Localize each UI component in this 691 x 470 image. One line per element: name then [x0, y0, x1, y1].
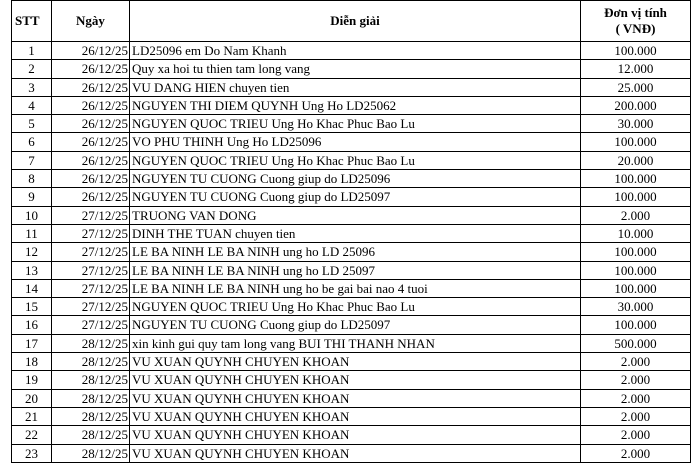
row-description: NGUYEN QUOC TRIEU Ung Ho Khac Phuc Bao Lu — [130, 115, 581, 133]
table-row — [12, 188, 691, 206]
row-description: LE BA NINH LE BA NINH ung ho be gai bai nao 4 tuoi — [130, 279, 581, 297]
row-number: 13 — [12, 261, 52, 279]
row-number: 15 — [12, 298, 52, 316]
row-date: 27/12/25 — [52, 224, 130, 242]
header-date: Ngày — [52, 1, 130, 42]
table-row — [12, 115, 691, 133]
row-date: 26/12/25 — [52, 42, 130, 60]
row-number: 5 — [12, 115, 52, 133]
row-date: 27/12/25 — [52, 279, 130, 297]
row-number: 9 — [12, 188, 52, 206]
header-amount-line1: Đơn vị tính — [604, 5, 667, 20]
row-description: VU XUAN QUYNH CHUYEN KHOAN — [130, 389, 581, 407]
row-number: 8 — [12, 170, 52, 188]
row-description: Quy xa hoi tu thien tam long vang — [130, 60, 581, 78]
row-amount: 100.000 — [581, 316, 691, 334]
table-row — [12, 316, 691, 334]
row-date: 28/12/25 — [52, 426, 130, 444]
row-description: VU XUAN QUYNH CHUYEN KHOAN — [130, 407, 581, 425]
row-description: LD25096 em Do Nam Khanh — [130, 42, 581, 60]
row-date: 27/12/25 — [52, 298, 130, 316]
row-amount: 100.000 — [581, 170, 691, 188]
row-number: 1 — [12, 42, 52, 60]
row-date: 26/12/25 — [52, 133, 130, 151]
table-row — [12, 407, 691, 425]
row-amount: 100.000 — [581, 188, 691, 206]
row-amount: 100.000 — [581, 261, 691, 279]
row-date: 26/12/25 — [52, 115, 130, 133]
table-row — [12, 151, 691, 169]
row-description: VO PHU THINH Ung Ho LD25096 — [130, 133, 581, 151]
header-description: Diễn giải — [130, 1, 581, 42]
row-date: 26/12/25 — [52, 96, 130, 114]
row-description: NGUYEN TU CUONG Cuong giup do LD25097 — [130, 316, 581, 334]
row-description: NGUYEN THI DIEM QUYNH Ung Ho LD25062 — [130, 96, 581, 114]
table-row — [12, 389, 691, 407]
row-number: 22 — [12, 426, 52, 444]
table-row — [12, 426, 691, 444]
row-amount: 100.000 — [581, 279, 691, 297]
row-amount: 2.000 — [581, 389, 691, 407]
row-amount: 10.000 — [581, 224, 691, 242]
row-number: 21 — [12, 407, 52, 425]
row-amount: 25.000 — [581, 78, 691, 96]
row-amount: 2.000 — [581, 353, 691, 371]
row-description: VU XUAN QUYNH CHUYEN KHOAN — [130, 371, 581, 389]
row-number: 17 — [12, 334, 52, 352]
table-row — [12, 371, 691, 389]
row-description: VU DANG HIEN chuyen tien — [130, 78, 581, 96]
row-description: VU XUAN QUYNH CHUYEN KHOAN — [130, 353, 581, 371]
row-amount: 2.000 — [581, 444, 691, 462]
row-number: 12 — [12, 243, 52, 261]
row-amount: 100.000 — [581, 133, 691, 151]
row-description: TRUONG VAN DONG — [130, 206, 581, 224]
row-number: 19 — [12, 371, 52, 389]
row-description: NGUYEN QUOC TRIEU Ung Ho Khac Phuc Bao Lu — [130, 298, 581, 316]
row-number: 18 — [12, 353, 52, 371]
table-row — [12, 444, 691, 462]
table-row — [12, 353, 691, 371]
row-date: 26/12/25 — [52, 78, 130, 96]
row-date: 26/12/25 — [52, 151, 130, 169]
row-date: 27/12/25 — [52, 316, 130, 334]
row-number: 11 — [12, 224, 52, 242]
table-row — [12, 60, 691, 78]
row-number: 2 — [12, 60, 52, 78]
row-number: 20 — [12, 389, 52, 407]
row-amount: 100.000 — [581, 243, 691, 261]
header-amount-line2: ( VNĐ) — [615, 21, 656, 36]
header-stt: STT — [12, 1, 52, 42]
table-row — [12, 170, 691, 188]
row-amount: 12.000 — [581, 60, 691, 78]
row-date: 28/12/25 — [52, 353, 130, 371]
row-description: xin kinh gui quy tam long vang BUI THI THANH NHAN — [130, 334, 581, 352]
row-date: 26/12/25 — [52, 188, 130, 206]
header-amount — [581, 1, 691, 42]
row-description: VU XUAN QUYNH CHUYEN KHOAN — [130, 444, 581, 462]
table-row — [12, 133, 691, 151]
row-date: 26/12/25 — [52, 170, 130, 188]
donation-table — [11, 0, 691, 463]
row-description: LE BA NINH LE BA NINH ung ho LD 25096 — [130, 243, 581, 261]
table-row — [12, 96, 691, 114]
row-amount: 20.000 — [581, 151, 691, 169]
header-row — [12, 1, 691, 42]
row-date: 28/12/25 — [52, 389, 130, 407]
row-date: 27/12/25 — [52, 206, 130, 224]
row-amount: 100.000 — [581, 42, 691, 60]
row-date: 27/12/25 — [52, 261, 130, 279]
row-number: 14 — [12, 279, 52, 297]
row-number: 4 — [12, 96, 52, 114]
row-amount: 2.000 — [581, 371, 691, 389]
table-row — [12, 279, 691, 297]
row-description: NGUYEN TU CUONG Cuong giup do LD25096 — [130, 170, 581, 188]
row-amount: 30.000 — [581, 298, 691, 316]
row-amount: 2.000 — [581, 426, 691, 444]
row-date: 28/12/25 — [52, 407, 130, 425]
row-number: 3 — [12, 78, 52, 96]
row-description: VU XUAN QUYNH CHUYEN KHOAN — [130, 426, 581, 444]
table-row — [12, 206, 691, 224]
row-description: LE BA NINH LE BA NINH ung ho LD 25097 — [130, 261, 581, 279]
row-description: NGUYEN QUOC TRIEU Ung Ho Khac Phuc Bao Lu — [130, 151, 581, 169]
table-row — [12, 334, 691, 352]
row-date: 27/12/25 — [52, 243, 130, 261]
row-date: 28/12/25 — [52, 334, 130, 352]
row-description: NGUYEN TU CUONG Cuong giup do LD25097 — [130, 188, 581, 206]
row-number: 7 — [12, 151, 52, 169]
row-number: 23 — [12, 444, 52, 462]
row-amount: 2.000 — [581, 206, 691, 224]
row-amount: 200.000 — [581, 96, 691, 114]
row-amount: 500.000 — [581, 334, 691, 352]
row-number: 10 — [12, 206, 52, 224]
row-date: 28/12/25 — [52, 444, 130, 462]
table-row — [12, 261, 691, 279]
row-date: 28/12/25 — [52, 371, 130, 389]
row-date: 26/12/25 — [52, 60, 130, 78]
row-number: 6 — [12, 133, 52, 151]
table-row — [12, 224, 691, 242]
row-description: DINH THE TUAN chuyen tien — [130, 224, 581, 242]
row-number: 16 — [12, 316, 52, 334]
row-amount: 2.000 — [581, 407, 691, 425]
table-row — [12, 298, 691, 316]
table-row — [12, 78, 691, 96]
row-amount: 30.000 — [581, 115, 691, 133]
table-row — [12, 243, 691, 261]
table-row — [12, 42, 691, 60]
